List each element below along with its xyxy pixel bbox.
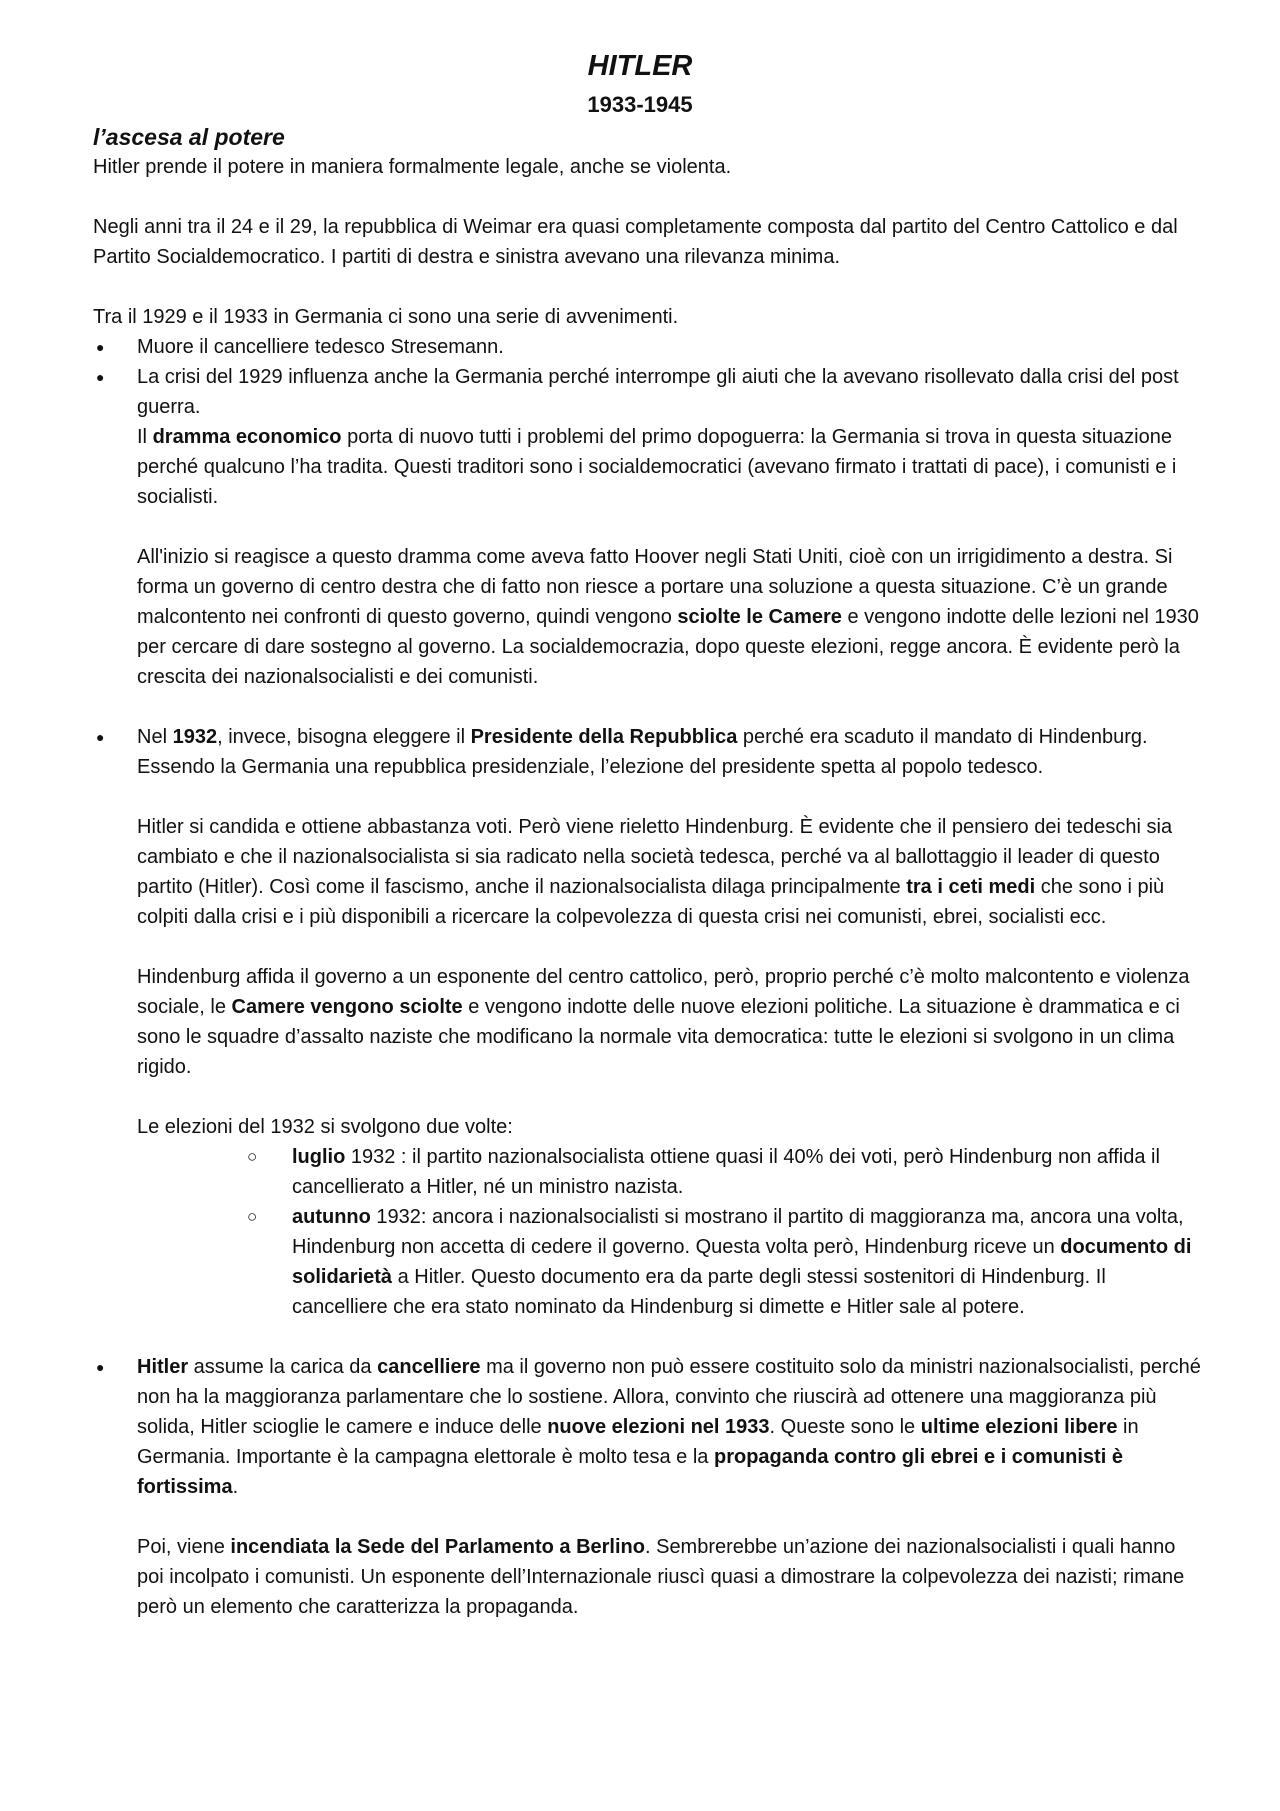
document-body — [93, 122, 1201, 1622]
list-item — [93, 722, 1201, 1352]
list-item — [93, 1352, 1201, 1622]
paragraph-hindenburg-government: Hindenburg affida il governo a un esponente del centro cattolico, però, proprio perché c’è molto malcontento e violenza sociale, le Camere vengono sciolte e vengono indotte delle nuove elezioni politiche. La situazione è drammatica e ci sono le squadre d’assalto naziste che modificano la normale vita democratica: tutte le elezioni si svolgono in un clima rigido. — [137, 966, 1190, 1078]
document-subtitle: 1933-1945 — [587, 92, 693, 117]
elections-sublist — [137, 1142, 1201, 1322]
paragraph-1932-election: ● Nel 1932, invece, bisogna eleggere il Presidente della Repubblica perché era scaduto il mandato di Hindenburg. Essendo la Germania una repubblica presidenziale, l’elezione del presidente spetta al popolo tedesco. — [137, 726, 1148, 778]
document-title: HITLER — [587, 50, 693, 82]
events-intro-paragraph: Tra il 1929 e il 1933 in Germania ci sono una serie di avvenimenti. — [93, 306, 679, 328]
list-item: ○ luglio 1932 : il partito nazionalsocialista ottiene quasi il 40% dei voti, però Hindenburg non affida il cancellierato a Hitler, né un ministro nazista. — [247, 1142, 1201, 1202]
paragraph-economic-drama: Il dramma economico porta di nuovo tutti i problemi del primo dopoguerra: la Germania si trova in questa situazione perché qualcuno l’ha tradita. Questi traditori sono i socialdemocratici (avevano firmato i trattati di pace), i comunisti e i socialisti. — [137, 426, 1177, 508]
list-item — [93, 332, 1201, 362]
paragraph-hitler-candidate: Hitler si candida e ottiene abbastanza voti. Però viene rieletto Hindenburg. È evidente che il pensiero dei tedeschi sia cambiato e che il nazionalsocialista si sia radicato nella società tedesca, perché va al ballottaggio il leader di questo partito (Hitler). Così come il fascismo, anche il nazionalsocialista dilaga principalmente tra i ceti medi che sono i più colpiti dalla crisi e i più disponibili a ricercare la colpevolezza di questa crisi nei comunisti, ebrei, socialisti ecc. — [137, 816, 1173, 928]
paragraph-two-elections: Le elezioni del 1932 si svolgono due volte: — [137, 1116, 513, 1138]
list-item — [93, 362, 1201, 722]
events-list — [93, 332, 1201, 1622]
list-item: ○ autunno 1932: ancora i nazionalsocialisti si mostrano il partito di maggioranza ma, ancora una volta, Hindenburg non accetta di cedere il governo. Questa volta però, Hindenburg riceve un documento di solidarietà a Hitler. Questo documento era da parte degli stessi sostenitori di Hindenburg. Il cancelliere che era stato nominato da Hindenburg si dimette e Hitler sale al potere. — [247, 1202, 1201, 1322]
intro-paragraph: Hitler prende il potere in maniera formalmente legale, anche se violenta. — [93, 156, 732, 178]
section-heading: l’ascesa al potere — [93, 124, 285, 150]
weimar-paragraph: Negli anni tra il 24 e il 29, la repubblica di Weimar era quasi completamente composta dal partito del Centro Cattolico e dal Partito Socialdemocratico. I partiti di destra e sinistra avevano una rilevanza minima. — [93, 216, 1178, 268]
paragraph-hitler-chancellor: ● Hitler assume la carica da cancelliere ma il governo non può essere costituito solo da ministri nazionalsocialisti, perché non ha la maggioranza parlamentare che lo sostiene. Allora, convinto che riuscirà ad ottenere una maggioranza più solida, Hitler scioglie le camere e induce delle nuove elezioni nel 1933. Queste sono le ultime elezioni libere in Germania. Importante è la campagna elettorale è molto tesa e la propaganda contro gli ebrei e i comunisti è fortissima. — [137, 1356, 1201, 1498]
paragraph-reichstag-fire: Poi, viene incendiata la Sede del Parlamento a Berlino. Sembrerebbe un’azione dei nazionalsocialisti i quali hanno poi incolpato i comunisti. Un esponente dell’Internazionale riuscì quasi a dimostrare la colpevolezza dei nazisti; rimane però un elemento che caratterizza la propaganda. — [137, 1536, 1185, 1618]
paragraph-reaction: All'inizio si reagisce a questo dramma come aveva fatto Hoover negli Stati Uniti, cioè con un irrigidimento a destra. Si forma un governo di centro destra che di fatto non riesce a portare una soluzione a questa situazione. C’è un grande malcontento nei confronti di questo governo, quindi vengono sciolte le Camere e vengono indotte delle lezioni nel 1930 per cercare di dare sostegno al governo. La socialdemocrazia, dopo queste elezioni, regge ancora. È evidente però la crescita dei nazionalsocialisti e dei comunisti. — [137, 546, 1199, 688]
bullet-stresemann: ● Muore il cancelliere tedesco Stresemann. — [137, 336, 504, 358]
bullet-crisis-1929: ● La crisi del 1929 influenza anche la Germania perché interrompe gli aiuti che la avevano risollevato dalla crisi del post guerra. — [137, 366, 1179, 418]
